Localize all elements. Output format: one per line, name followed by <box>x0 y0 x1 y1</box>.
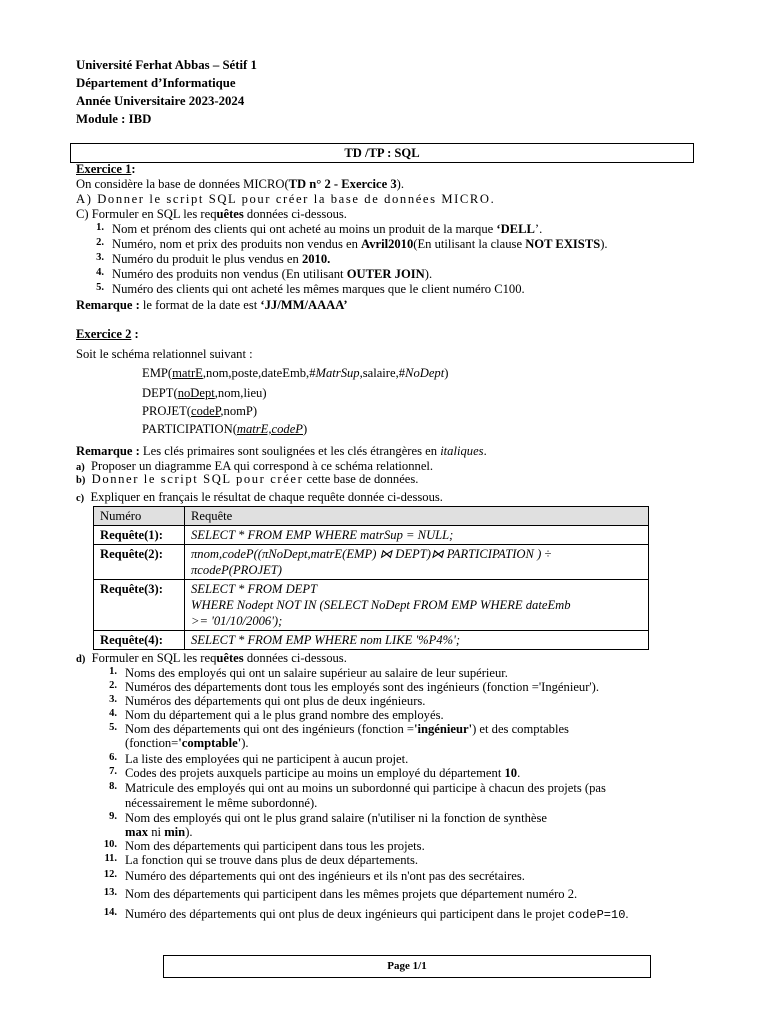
exercise-1-remark: Remarque : le format de la date est ‘JJ/MM/AAAA’ <box>76 298 348 312</box>
exercise-2-list: 1. Noms des employés qui ont un salaire supérieur au salaire de leur supérieur. 2. Numéros des départements dont tous les employés sont des ingénieurs (fonction ='Ingénieur'). 3. Numéros des départements qui ont plus de deux ingénieurs. 4. Nom du département qui a le plus grand nombre des employés. 5. Nom des départements qui ont des ingénieurs (fonction ='ingénieur') et des comptables (fonction='comptable'). 6. La liste des employées qui ne participent à aucun projet. 7. Codes des projets auxquels participe au moins un employé du département 10. 8. Matricule des employés qui ont au moins un subordonné qui participe à chacun des projets (pas nécessairement le même subordonné). 9. Nom des employés qui ont le plus grand salaire (n'utiliser ni la fonction de synthèse max ni min). 10. Nom des départements qui participent dans tous les projets. 11. La fonction qui se trouve dans plus de deux départements. 12. Numéro des départements qui ont des ingénieurs et ils n'ont pas des secrétaires. 13. Nom des départements qui participent dans les mêmes projets que département numéro 2. 14. Numéro des départements qui ont plus de deux ingénieurs qui participent dans le projet codeP=10. <box>103 666 629 922</box>
university-name: Université Ferhat Abbas – Sétif 1 <box>76 58 257 72</box>
schema-dept: DEPT(noDept,nom,lieu) <box>142 386 267 400</box>
table-header-row <box>94 507 649 526</box>
question-a: a) Proposer un diagramme EA qui correspond à ce schéma relationnel. <box>76 459 434 473</box>
table-row <box>94 631 649 650</box>
row-label: Requête(1): <box>94 526 185 545</box>
schema-emp: EMP(matrE,nom,poste,dateEmb,#MatrSup,salaire,#NoDept) <box>142 366 449 380</box>
row-label: Requête(4): <box>94 631 185 650</box>
exercise-1-question-a: A) Donner le script SQL pour créer la base de données MICRO. <box>76 192 496 206</box>
row-label: Requête(3): <box>94 580 185 631</box>
exercise-2-heading: Exercice 2 : <box>76 327 139 341</box>
query-text: SELECT * FROM EMP WHERE matrSup = NULL; <box>185 526 649 545</box>
exercise-1-question-c: C) Formuler en SQL les requêtes données ci-dessous. <box>76 207 347 221</box>
row-label: Requête(2): <box>94 545 185 580</box>
module-name: Module : IBD <box>76 112 152 126</box>
exercise-1-list: 1. Nom et prénom des clients qui ont acheté au moins un produit de la marque ‘DELL’. 2. Numéro, nom et prix des produits non vendus en Avril2010(En utilisant la clause NOT EXISTS). 3. Numéro du produit le plus vendus en 2010. 4. Numéro des produits non vendus (En utilisant OUTER JOIN). 5. Numéro des clients qui ont acheté les mêmes marques que le client numéro C100. <box>96 222 608 296</box>
table-row <box>94 526 649 545</box>
column-header-numero: Numéro <box>94 507 185 526</box>
query-text: SELECT * FROM EMP WHERE nom LIKE '%P4%'; <box>185 631 649 650</box>
schema-participation: PARTICIPATION(matrE,codeP) <box>142 422 308 436</box>
queries-table <box>93 506 649 650</box>
document-header <box>76 56 257 128</box>
page-number: Page 1/1 <box>163 955 651 978</box>
exercise-1-intro: On considère la base de données MICRO(TD n° 2 - Exercice 3). <box>76 177 404 191</box>
academic-year: Année Universitaire 2023-2024 <box>76 94 245 108</box>
question-d: d) Formuler en SQL les requêtes données ci-dessous. <box>76 651 347 665</box>
exercise-2-intro: Soit le schéma relationnel suivant : <box>76 347 253 361</box>
department-name: Département d’Informatique <box>76 76 236 90</box>
question-c: c) Expliquer en français le résultat de chaque requête donnée ci-dessous. <box>76 490 443 504</box>
schema-projet: PROJET(codeP,nomP) <box>142 404 258 418</box>
document-title: TD /TP : SQL <box>70 143 694 163</box>
question-b: b) Donner le script SQL pour créer cette base de données. <box>76 472 419 486</box>
query-text: πnom,codeP((πNoDept,matrE(EMP) ⋈ DEPT)⋈ PARTICIPATION ) ÷ πcodeP(PROJET) <box>185 545 649 580</box>
column-header-requete: Requête <box>185 507 649 526</box>
table-row <box>94 545 649 580</box>
query-text: SELECT * FROM DEPT WHERE Nodept NOT IN (SELECT NoDept FROM EMP WHERE dateEmb >= '01/10/2006'); <box>185 580 649 631</box>
exercise-1-heading: Exercice 1: <box>76 162 136 176</box>
exercise-2-remark: Remarque : Les clés primaires sont soulignées et les clés étrangères en italiques. <box>76 444 487 458</box>
table-row <box>94 580 649 631</box>
